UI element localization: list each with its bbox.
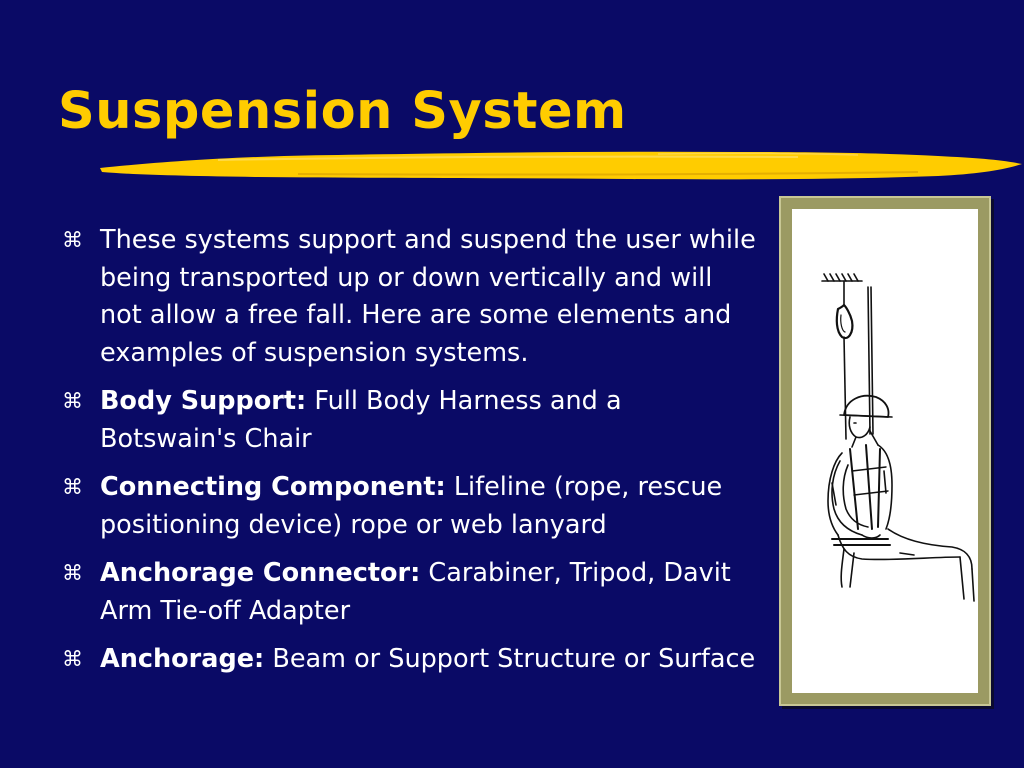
- bullet-term: Body Support:: [100, 386, 307, 416]
- bullet-term: Connecting Component:: [100, 472, 446, 502]
- bullet-item-anchorage: [62, 641, 762, 679]
- bullet-item-anchorage-connector: [62, 555, 762, 630]
- bullet-item-intro: [62, 222, 762, 372]
- bullet-text: Lifeline (rope, rescue positioning device) rope or web lanyard: [100, 472, 723, 540]
- bullet-text: Full Body Harness and a Botswain's Chair: [100, 386, 622, 454]
- illustration-frame: [779, 196, 991, 706]
- bullet-text: These systems support and suspend the user while being transported up or down vertically and will not allow a free fall. Here are some elements and examples of suspension systems.: [100, 225, 756, 368]
- title-underline-brushstroke: [98, 148, 1024, 188]
- bullet-text: Beam or Support Structure or Surface: [264, 644, 756, 674]
- command-key-icon: ⌘: [62, 475, 83, 499]
- command-key-icon: ⌘: [62, 228, 83, 252]
- bullet-text: Carabiner, Tripod, Davit Arm Tie-off Adapter: [100, 558, 731, 626]
- bullet-term: Anchorage:: [100, 644, 265, 674]
- command-key-icon: ⌘: [62, 647, 83, 671]
- suspended-worker-illustration: [792, 209, 978, 693]
- command-key-icon: ⌘: [62, 561, 83, 585]
- command-key-icon: ⌘: [62, 389, 83, 413]
- bullet-term: Anchorage Connector:: [100, 558, 421, 588]
- bullet-item-connecting-component: [62, 469, 762, 544]
- bullet-list: [62, 222, 762, 690]
- slide-title: Suspension System: [58, 82, 627, 141]
- bullet-item-body-support: [62, 383, 762, 458]
- illustration-panel: [792, 209, 978, 693]
